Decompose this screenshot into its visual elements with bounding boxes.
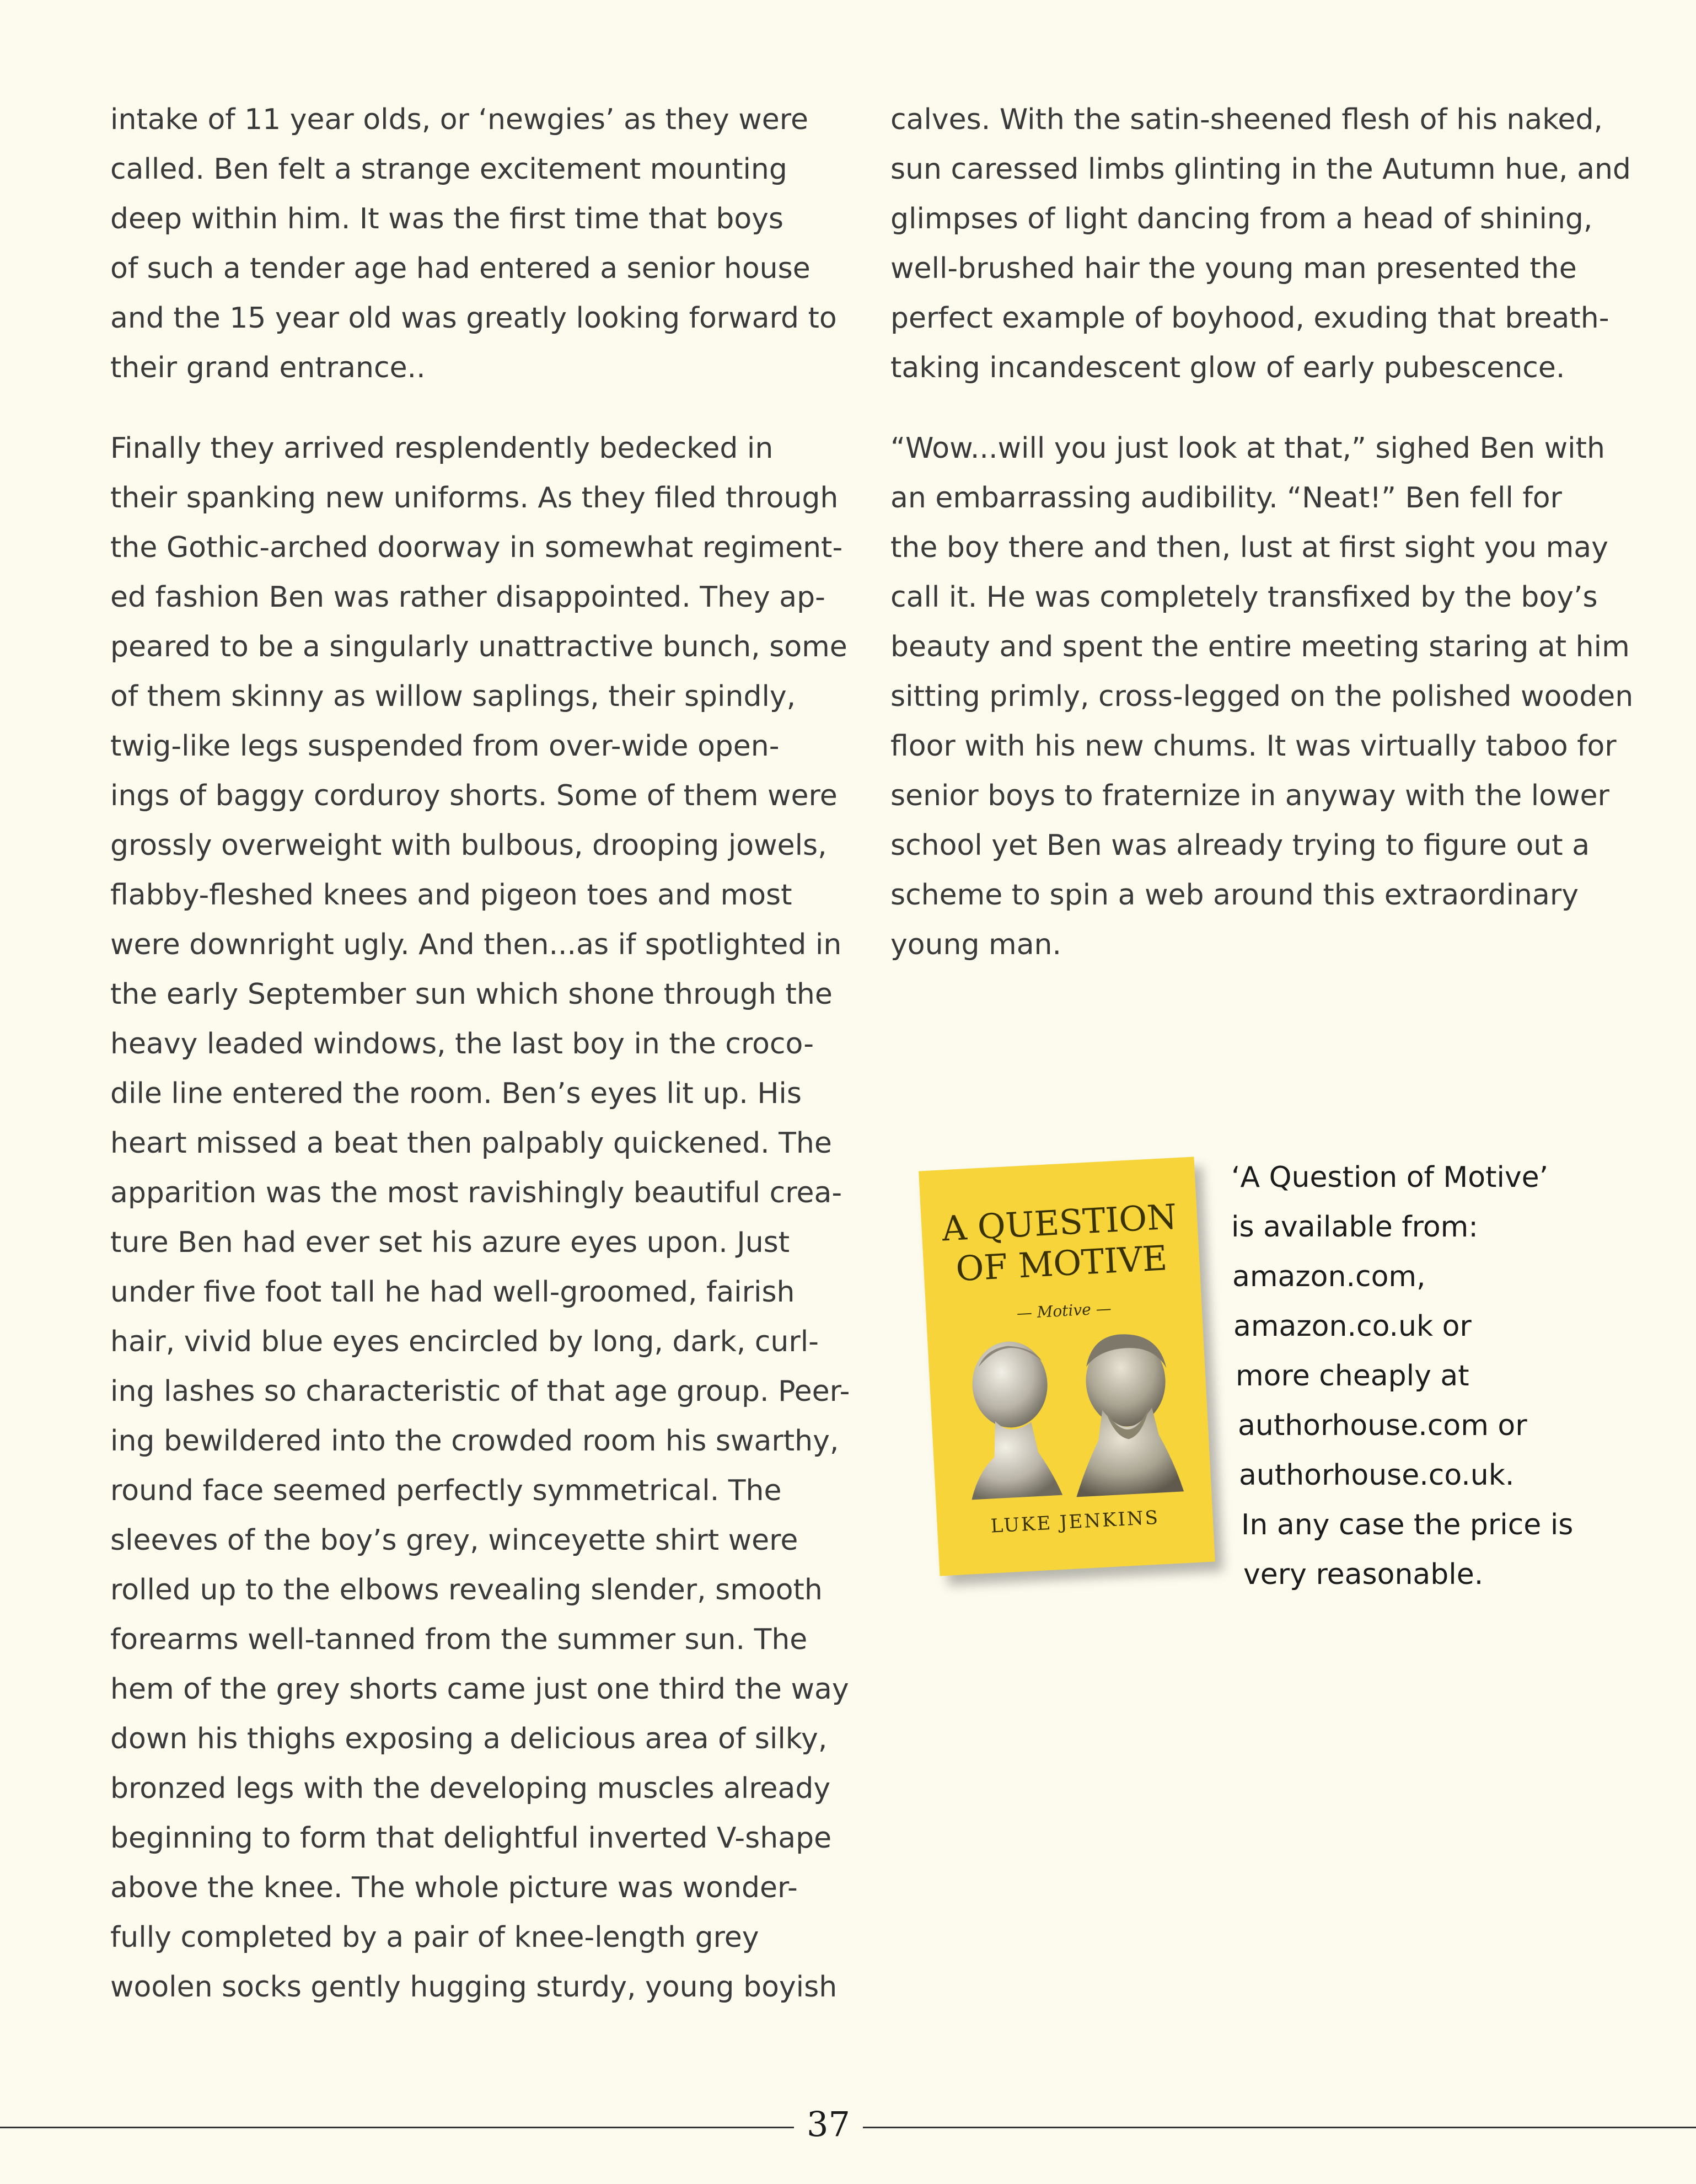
text-line: beauty and spent the entire meeting staring at him [890,630,1630,663]
text-line: glimpses of light dancing from a head of shining, [890,202,1593,235]
text-line: down his thighs exposing a delicious area of silky, [110,1722,828,1755]
ad-text-line: amazon.com, [1232,1260,1426,1293]
text-line: the early September sun which shone through the [110,978,833,1011]
text-line: ture Ben had ever set his azure eyes upon. Just [110,1226,790,1259]
book-cover-image [919,1157,1215,1576]
book-title-line: OF MOTIVE [954,1238,1168,1289]
text-line: the Gothic-arched doorway in somewhat regiment- [110,531,843,564]
book-subtitle: — Motive — [1016,1299,1112,1323]
text-line: calves. With the satin-sheened flesh of his naked, [890,103,1603,136]
ad-text-line: amazon.co.uk or [1233,1310,1472,1343]
text-line: beginning to form that delightful inverted V-shape [110,1822,832,1855]
text-line: rolled up to the elbows revealing slender, smooth [110,1573,823,1607]
text-line: round face seemed perfectly symmetrical. The [110,1474,782,1507]
text-line: ed fashion Ben was rather disappointed. They ap- [110,581,825,614]
text-line: perfect example of boyhood, exuding that breath- [890,302,1609,335]
classical-busts-illustration [949,1323,1196,1517]
text-line: of them skinny as willow saplings, their spindly, [110,680,796,713]
text-line: young man. [890,928,1062,961]
text-line: fully completed by a pair of knee-length grey [110,1921,759,1954]
text-line: grossly overweight with bulbous, drooping jowels, [110,829,827,862]
ad-text-line: more cheaply at [1236,1359,1469,1393]
text-line: flabby-fleshed knees and pigeon toes and most [110,879,792,912]
text-line: well-brushed hair the young man presented the [890,252,1577,285]
text-line: their grand entrance.. [110,351,426,384]
text-line: and the 15 year old was greatly looking forward to [110,302,837,335]
text-line: woolen socks gently hugging sturdy, young boyish [110,1971,838,2004]
ad-text-line: ‘A Question of Motive’ [1231,1161,1549,1194]
text-line: an embarrassing audibility. “Neat!” Ben fell for [890,481,1562,515]
text-line: the boy there and then, lust at first sight you may [890,531,1608,564]
text-line: apparition was the most ravishingly beautiful crea- [110,1176,842,1209]
text-line: bronzed legs with the developing muscles already [110,1772,831,1805]
ad-text-line: In any case the price is [1241,1508,1574,1541]
book-title [921,1195,1200,1291]
ad-text-line: very reasonable. [1243,1558,1484,1591]
text-line: dile line entered the room. Ben’s eyes lit up. His [110,1077,802,1110]
text-line: school yet Ben was already trying to figure out a [890,829,1590,862]
text-line: above the knee. The whole picture was wonder- [110,1871,798,1904]
text-line: ing bewildered into the crowded room his swarthy, [110,1425,839,1458]
text-line: peared to be a singularly unattractive bunch, some [110,630,847,663]
left-paragraph-1 [110,95,837,393]
text-line: ings of baggy corduroy shorts. Some of them were [110,779,838,812]
text-line: “Wow...will you just look at that,” sighed Ben with [890,432,1605,465]
text-line: heart missed a beat then palpably quickened. The [110,1127,832,1160]
book-title-line: A QUESTION [941,1196,1178,1249]
book-advert [918,1153,1635,1610]
text-line: sleeves of the boy’s grey, winceyette shirt were [110,1524,798,1557]
book-author: LUKE JENKINS [990,1506,1160,1538]
text-line: scheme to spin a web around this extraordinary [890,879,1579,912]
text-line: hem of the grey shorts came just one third the way [110,1673,849,1706]
ad-text-line: authorhouse.co.uk. [1239,1459,1515,1492]
right-paragraph-2 [890,424,1634,970]
text-line: hair, vivid blue eyes encircled by long, dark, curl- [110,1325,819,1358]
page-number: 37 [807,2104,850,2144]
text-line: were downright ugly. And then...as if spotlighted in [110,928,842,961]
left-bust-icon [964,1339,1063,1500]
text-line: floor with his new chums. It was virtually taboo for [890,730,1617,763]
right-bust-icon [1068,1331,1184,1497]
text-line: ing lashes so characteristic of that age group. Peer- [110,1375,850,1408]
text-line: intake of 11 year olds, or ‘newgies’ as they were [110,103,808,136]
text-line: forearms well-tanned from the summer sun. The [110,1623,808,1656]
footer-rule-left [0,2127,794,2128]
footer-rule-right [863,2127,1696,2128]
text-line: Finally they arrived resplendently bedecked in [110,432,774,465]
availability-text [1231,1153,1628,1599]
text-line: of such a tender age had entered a senior house [110,252,811,285]
text-line: heavy leaded windows, the last boy in the croco- [110,1027,814,1061]
text-line: senior boys to fraternize in anyway with the lower [890,779,1609,812]
left-paragraph-2 [110,424,850,2012]
ad-text-line: is available from: [1231,1211,1478,1244]
ad-text-line: authorhouse.com or [1238,1409,1527,1442]
text-line: under five foot tall he had well-groomed, fairish [110,1276,795,1309]
text-line: deep within him. It was the first time that boys [110,202,784,235]
left-column [110,95,850,2012]
text-line: called. Ben felt a strange excitement mounting [110,153,787,186]
text-line: call it. He was completely transfixed by the boy’s [890,581,1598,614]
text-line: their spanking new uniforms. As they filed through [110,481,839,515]
right-paragraph-1 [890,95,1631,393]
text-line: sun caressed limbs glinting in the Autumn hue, and [890,153,1631,186]
text-line: twig-like legs suspended from over-wide open- [110,730,780,763]
text-line: sitting primly, cross-legged on the polished wooden [890,680,1634,713]
text-line: taking incandescent glow of early pubescence. [890,351,1565,384]
right-column [890,95,1634,970]
